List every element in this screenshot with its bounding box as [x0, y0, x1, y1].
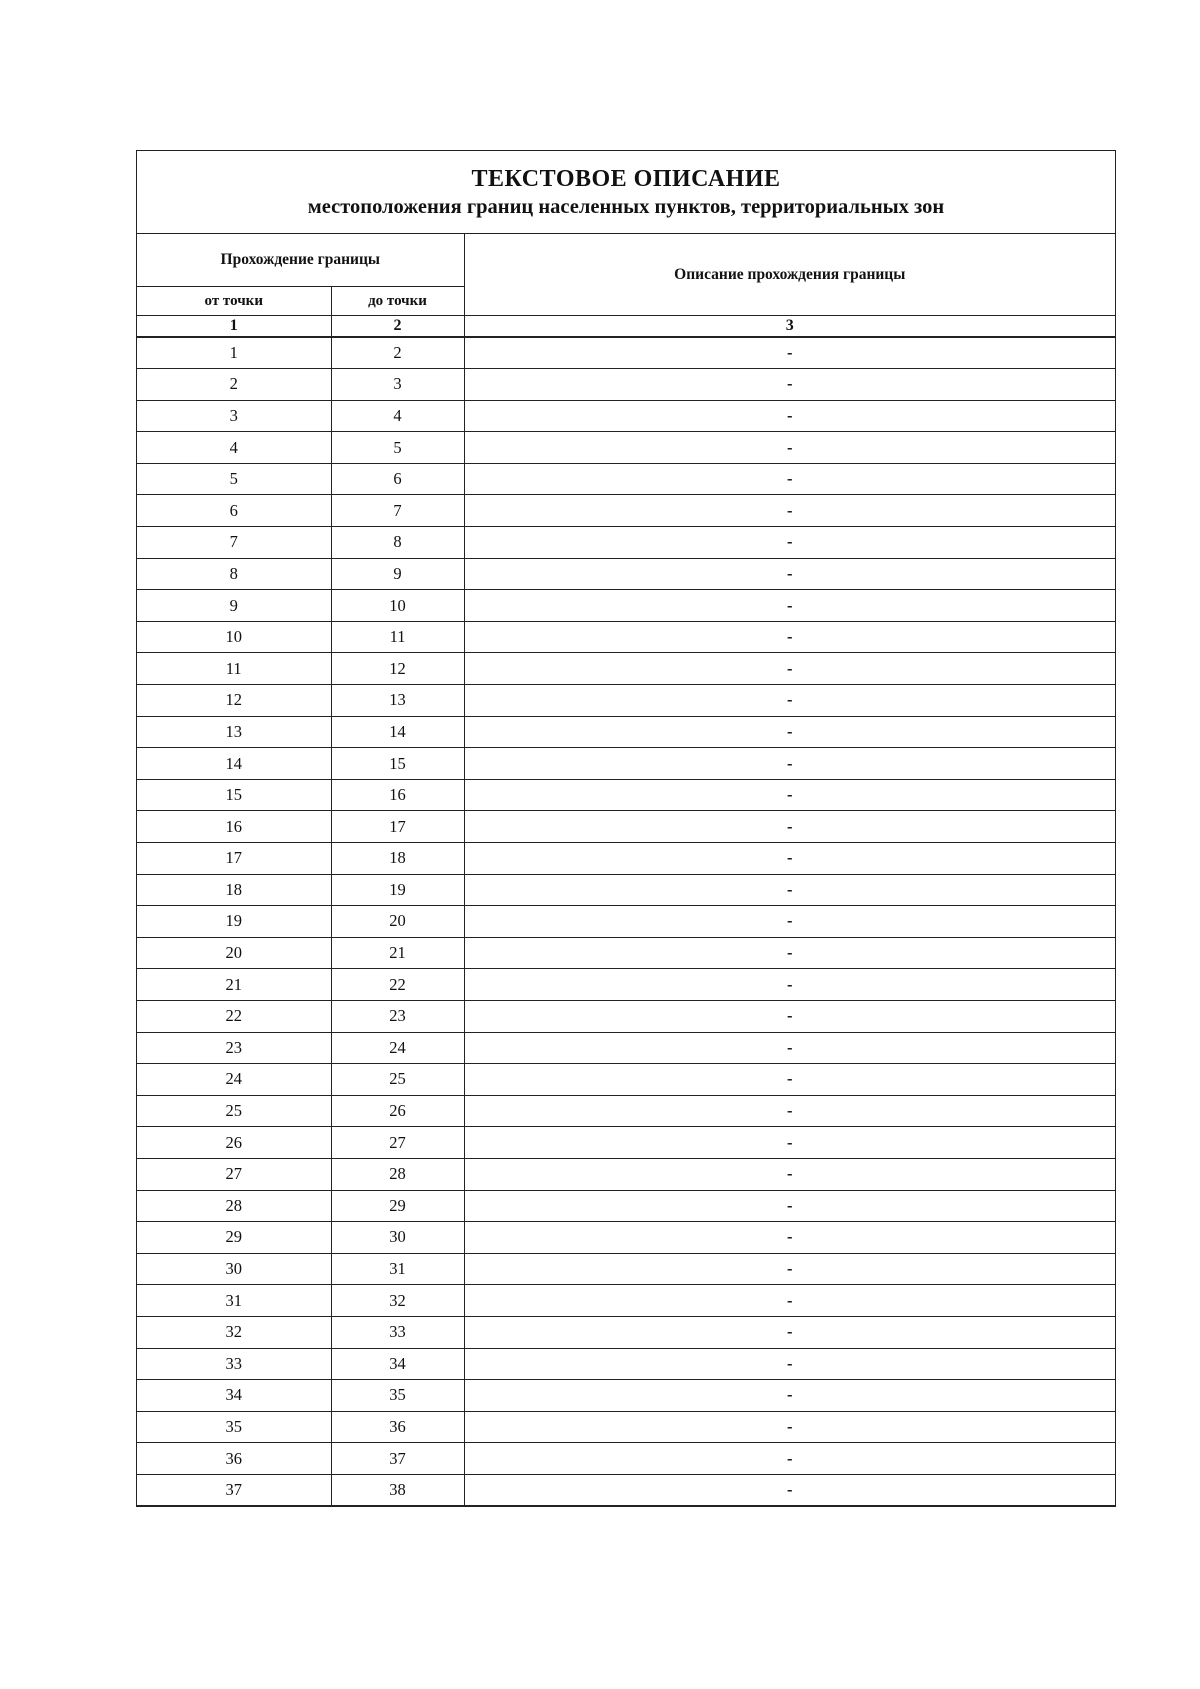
- table-row: [137, 1127, 1115, 1159]
- table-row: [137, 1285, 1115, 1317]
- cell-to-point: 16: [331, 779, 464, 811]
- description-text: -: [787, 437, 793, 457]
- cell-to-point: 12: [331, 653, 464, 685]
- cell-description: [464, 1316, 1115, 1348]
- cell-from-point: 16: [137, 811, 331, 843]
- cell-to-point: 7: [331, 495, 464, 527]
- table-row: [137, 369, 1115, 401]
- cell-to-point: 15: [331, 748, 464, 780]
- cell-to-point: 5: [331, 432, 464, 464]
- cell-to-point: 28: [331, 1158, 464, 1190]
- cell-from-point: 6: [137, 495, 331, 527]
- column-number-row: [137, 316, 1115, 338]
- description-text: -: [787, 1101, 793, 1121]
- cell-from-point: 34: [137, 1380, 331, 1412]
- table-row: [137, 811, 1115, 843]
- cell-description: [464, 811, 1115, 843]
- cell-to-point: 17: [331, 811, 464, 843]
- cell-description: [464, 432, 1115, 464]
- table-row: [137, 527, 1115, 559]
- boundary-table: [137, 234, 1115, 1506]
- cell-to-point: 30: [331, 1222, 464, 1254]
- cell-description: [464, 590, 1115, 622]
- cell-to-point: 6: [331, 463, 464, 495]
- cell-from-point: 5: [137, 463, 331, 495]
- description-text: -: [787, 469, 793, 489]
- table-row: [137, 1064, 1115, 1096]
- cell-from-point: 35: [137, 1411, 331, 1443]
- cell-to-point: 22: [331, 969, 464, 1001]
- table-row: [137, 716, 1115, 748]
- cell-description: [464, 1032, 1115, 1064]
- cell-from-point: 21: [137, 969, 331, 1001]
- cell-description: [464, 685, 1115, 717]
- cell-description: [464, 1348, 1115, 1380]
- description-text: -: [787, 816, 793, 836]
- cell-to-point: 9: [331, 558, 464, 590]
- cell-from-point: 8: [137, 558, 331, 590]
- cell-description: [464, 1380, 1115, 1412]
- description-text: -: [787, 911, 793, 931]
- table-row: [137, 1190, 1115, 1222]
- cell-from-point: 33: [137, 1348, 331, 1380]
- description-text: -: [787, 1290, 793, 1310]
- header-from-point: от точки: [137, 287, 331, 316]
- table-row: [137, 1158, 1115, 1190]
- cell-description: [464, 495, 1115, 527]
- description-text: -: [787, 1353, 793, 1373]
- cell-to-point: 36: [331, 1411, 464, 1443]
- table-row: [137, 1222, 1115, 1254]
- cell-from-point: 26: [137, 1127, 331, 1159]
- cell-to-point: 3: [331, 369, 464, 401]
- cell-description: [464, 1222, 1115, 1254]
- boundary-description-document: [136, 150, 1116, 1507]
- table-row: [137, 1032, 1115, 1064]
- table-row: [137, 558, 1115, 590]
- description-text: -: [787, 405, 793, 425]
- table-row: [137, 495, 1115, 527]
- description-text: -: [787, 1227, 793, 1247]
- document-subtitle: местоположения границ населенных пунктов, территориальных зон: [307, 196, 945, 218]
- cell-to-point: 11: [331, 621, 464, 653]
- cell-to-point: 18: [331, 843, 464, 875]
- cell-from-point: 25: [137, 1095, 331, 1127]
- cell-to-point: 38: [331, 1474, 464, 1506]
- description-text: -: [787, 1195, 793, 1215]
- cell-description: [464, 400, 1115, 432]
- cell-description: [464, 369, 1115, 401]
- table-row: [137, 400, 1115, 432]
- cell-from-point: 7: [137, 527, 331, 559]
- cell-from-point: 4: [137, 432, 331, 464]
- table-row: [137, 1348, 1115, 1380]
- description-text: -: [787, 753, 793, 773]
- cell-to-point: 19: [331, 874, 464, 906]
- cell-from-point: 28: [137, 1190, 331, 1222]
- cell-to-point: 4: [331, 400, 464, 432]
- description-text: -: [787, 1448, 793, 1468]
- table-row: [137, 1411, 1115, 1443]
- table-row: [137, 653, 1115, 685]
- cell-to-point: 13: [331, 685, 464, 717]
- cell-to-point: 10: [331, 590, 464, 622]
- table-row: [137, 1380, 1115, 1412]
- cell-from-point: 11: [137, 653, 331, 685]
- cell-description: [464, 906, 1115, 938]
- cell-description: [464, 1285, 1115, 1317]
- description-text: -: [787, 848, 793, 868]
- cell-description: [464, 843, 1115, 875]
- cell-from-point: 20: [137, 937, 331, 969]
- table-row: [137, 906, 1115, 938]
- cell-to-point: 23: [331, 1000, 464, 1032]
- cell-from-point: 9: [137, 590, 331, 622]
- cell-to-point: 27: [331, 1127, 464, 1159]
- cell-to-point: 35: [331, 1380, 464, 1412]
- cell-description: [464, 1127, 1115, 1159]
- cell-from-point: 15: [137, 779, 331, 811]
- column-number-2: 2: [331, 316, 464, 338]
- table-row: [137, 1000, 1115, 1032]
- table-row: [137, 779, 1115, 811]
- cell-to-point: 26: [331, 1095, 464, 1127]
- column-number-3: 3: [464, 316, 1115, 338]
- table-row: [137, 463, 1115, 495]
- cell-from-point: 22: [137, 1000, 331, 1032]
- table-row: [137, 432, 1115, 464]
- cell-to-point: 29: [331, 1190, 464, 1222]
- cell-to-point: 21: [331, 937, 464, 969]
- cell-to-point: 33: [331, 1316, 464, 1348]
- table-row: [137, 1474, 1115, 1506]
- cell-from-point: 29: [137, 1222, 331, 1254]
- table-row: [137, 1253, 1115, 1285]
- cell-to-point: 25: [331, 1064, 464, 1096]
- table-row: [137, 937, 1115, 969]
- cell-to-point: 20: [331, 906, 464, 938]
- description-text: -: [787, 500, 793, 520]
- description-text: -: [787, 785, 793, 805]
- cell-from-point: 18: [137, 874, 331, 906]
- description-text: -: [787, 974, 793, 994]
- cell-from-point: 3: [137, 400, 331, 432]
- description-text: -: [787, 563, 793, 583]
- cell-description: [464, 621, 1115, 653]
- description-text: -: [787, 595, 793, 615]
- cell-description: [464, 937, 1115, 969]
- description-text: -: [787, 1069, 793, 1089]
- cell-from-point: 10: [137, 621, 331, 653]
- table-row: [137, 969, 1115, 1001]
- cell-description: [464, 1064, 1115, 1096]
- cell-description: [464, 558, 1115, 590]
- table-row: [137, 685, 1115, 717]
- description-text: -: [787, 1480, 793, 1500]
- description-text: -: [787, 879, 793, 899]
- description-text: -: [787, 1006, 793, 1026]
- cell-from-point: 23: [137, 1032, 331, 1064]
- table-row: [137, 621, 1115, 653]
- table-row: [137, 590, 1115, 622]
- description-text: -: [787, 721, 793, 741]
- description-text: -: [787, 690, 793, 710]
- cell-description: [464, 1443, 1115, 1475]
- cell-to-point: 2: [331, 337, 464, 369]
- description-text: -: [787, 1416, 793, 1436]
- cell-description: [464, 716, 1115, 748]
- cell-description: [464, 1000, 1115, 1032]
- cell-description: [464, 1411, 1115, 1443]
- cell-description: [464, 779, 1115, 811]
- header-boundary-passage: Прохождение границы: [137, 234, 464, 287]
- header-description: Описание прохождения границы: [464, 234, 1115, 316]
- cell-description: [464, 463, 1115, 495]
- cell-description: [464, 874, 1115, 906]
- cell-to-point: 24: [331, 1032, 464, 1064]
- cell-description: [464, 969, 1115, 1001]
- table-body: [137, 337, 1115, 1506]
- cell-description: [464, 748, 1115, 780]
- cell-from-point: 27: [137, 1158, 331, 1190]
- cell-description: [464, 527, 1115, 559]
- cell-from-point: 13: [137, 716, 331, 748]
- description-text: -: [787, 1322, 793, 1342]
- cell-from-point: 1: [137, 337, 331, 369]
- description-text: -: [787, 1164, 793, 1184]
- table-row: [137, 1316, 1115, 1348]
- header-to-point: до точки: [331, 287, 464, 316]
- cell-from-point: 31: [137, 1285, 331, 1317]
- description-text: -: [787, 627, 793, 647]
- table-row: [137, 843, 1115, 875]
- cell-from-point: 12: [137, 685, 331, 717]
- table-row: [137, 1443, 1115, 1475]
- cell-description: [464, 653, 1115, 685]
- cell-from-point: 17: [137, 843, 331, 875]
- cell-description: [464, 1095, 1115, 1127]
- column-number-1: 1: [137, 316, 331, 338]
- description-text: -: [787, 1037, 793, 1057]
- table-row: [137, 337, 1115, 369]
- cell-to-point: 37: [331, 1443, 464, 1475]
- description-text: -: [787, 658, 793, 678]
- table-row: [137, 1095, 1115, 1127]
- cell-from-point: 32: [137, 1316, 331, 1348]
- cell-description: [464, 1190, 1115, 1222]
- table-row: [137, 874, 1115, 906]
- description-text: -: [787, 374, 793, 394]
- cell-from-point: 19: [137, 906, 331, 938]
- cell-from-point: 30: [137, 1253, 331, 1285]
- cell-from-point: 14: [137, 748, 331, 780]
- cell-description: [464, 1474, 1115, 1506]
- cell-to-point: 31: [331, 1253, 464, 1285]
- cell-from-point: 36: [137, 1443, 331, 1475]
- cell-from-point: 24: [137, 1064, 331, 1096]
- cell-description: [464, 1158, 1115, 1190]
- table-row: [137, 748, 1115, 780]
- description-text: -: [787, 343, 793, 363]
- cell-to-point: 8: [331, 527, 464, 559]
- cell-from-point: 2: [137, 369, 331, 401]
- description-text: -: [787, 532, 793, 552]
- cell-description: [464, 1253, 1115, 1285]
- cell-description: [464, 337, 1115, 369]
- cell-to-point: 32: [331, 1285, 464, 1317]
- description-text: -: [787, 1132, 793, 1152]
- cell-to-point: 14: [331, 716, 464, 748]
- description-text: -: [787, 943, 793, 963]
- cell-from-point: 37: [137, 1474, 331, 1506]
- description-text: -: [787, 1385, 793, 1405]
- description-text: -: [787, 1259, 793, 1279]
- cell-to-point: 34: [331, 1348, 464, 1380]
- title-block: [137, 151, 1115, 234]
- document-title: ТЕКСТОВОЕ ОПИСАНИЕ: [471, 166, 781, 192]
